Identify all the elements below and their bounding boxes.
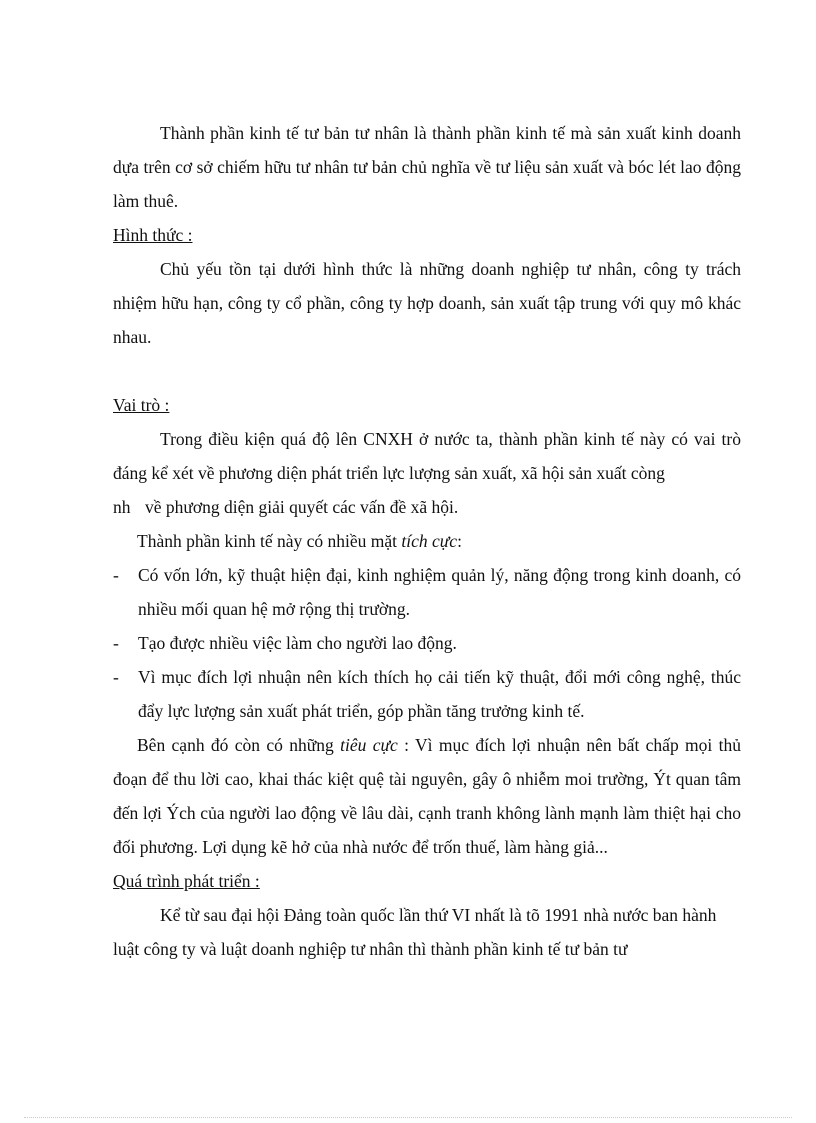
negative-intro-text: Bên cạnh đó còn có những bbox=[137, 735, 341, 755]
text-block-top bbox=[113, 116, 741, 966]
positive-emphasis: tích cực bbox=[401, 531, 458, 551]
positive-intro-text: Thành phần kinh tế này có nhiều mặt bbox=[137, 531, 402, 551]
list-item-text: Có vốn lớn, kỹ thuật hiện đại, kinh nghiệm quản lý, năng động trong kinh doanh, có nhiều mối quan hệ mở rộng thị trường. bbox=[138, 565, 741, 619]
role-continuation-text: về phương diện giải quyết các vấn đề xã hội. bbox=[145, 497, 459, 517]
bullet-dash: - bbox=[113, 565, 119, 585]
positive-intro-colon: : bbox=[457, 531, 462, 551]
role-continuation-prefix: nh bbox=[113, 497, 131, 517]
list-item-text: Vì mục đích lợi nhuận nên kích thích họ cải tiến kỹ thuật, đổi mới công nghệ, thúc đẩy lực lượng sản xuất phát triển, góp phần tăng trưởng kinh tế. bbox=[138, 667, 741, 721]
development-heading: Quá trình phát triển : bbox=[113, 871, 260, 891]
role-paragraph: Trong điều kiện quá độ lên CNXH ở nước ta, thành phần kinh tế này có vai trò đáng kể xét về phương diện phát triển lực lượng sản xuất, xã hội sản xuất còng bbox=[113, 429, 741, 483]
negative-text: : Vì mục đích lợi nhuận nên bất chấp mọi thủ đoạn để thu lời cao, khai thác kiệt quệ tài nguyên, gây ô nhiễm moi trường, Ýt quan tâm đến lợi Ých của người lao động về lâu dài, cạnh tranh không lành mạnh làm thiệt hại cho đối phương. Lợi dụng kẽ hở của nhà nước để trốn thuế, làm hàng giả... bbox=[113, 735, 741, 857]
intro-paragraph: Thành phần kinh tế tư bản tư nhân là thành phần kinh tế mà sản xuất kinh doanh dựa trên cơ sở chiếm hữu tư nhân tư bản chủ nghĩa về tư liệu sản xuất và bóc lét lao động làm thuê. bbox=[113, 123, 741, 211]
bullet-dash: - bbox=[113, 633, 119, 653]
form-heading: Hình thức : bbox=[113, 225, 193, 245]
development-paragraph: Kể từ sau đại hội Đảng toàn quốc lần thứ VI nhất là tõ 1991 nhà nước ban hành luật công ty và luật doanh nghiệp tư nhân thì thành phần kinh tế tư bản tư bbox=[113, 905, 717, 959]
positive-intro bbox=[113, 524, 741, 558]
role-heading: Vai trò : bbox=[113, 395, 170, 415]
role-continuation-line bbox=[113, 490, 741, 524]
page-bottom-rule bbox=[24, 1117, 792, 1118]
bullet-dash: - bbox=[113, 667, 119, 687]
negative-paragraph bbox=[113, 728, 741, 864]
list-item bbox=[113, 660, 741, 728]
list-item-text: Tạo được nhiều việc làm cho người lao động. bbox=[138, 633, 457, 653]
list-item bbox=[113, 626, 741, 660]
positive-list bbox=[113, 558, 741, 728]
negative-emphasis: tiêu cực bbox=[340, 735, 398, 755]
form-paragraph: Chủ yếu tồn tại dưới hình thức là những doanh nghiệp tư nhân, công ty trách nhiệm hữu hạn, công ty cổ phần, công ty hợp doanh, sản xuất tập trung với quy mô khác nhau. bbox=[113, 259, 741, 347]
list-item bbox=[113, 558, 741, 626]
blank-line bbox=[113, 354, 741, 388]
